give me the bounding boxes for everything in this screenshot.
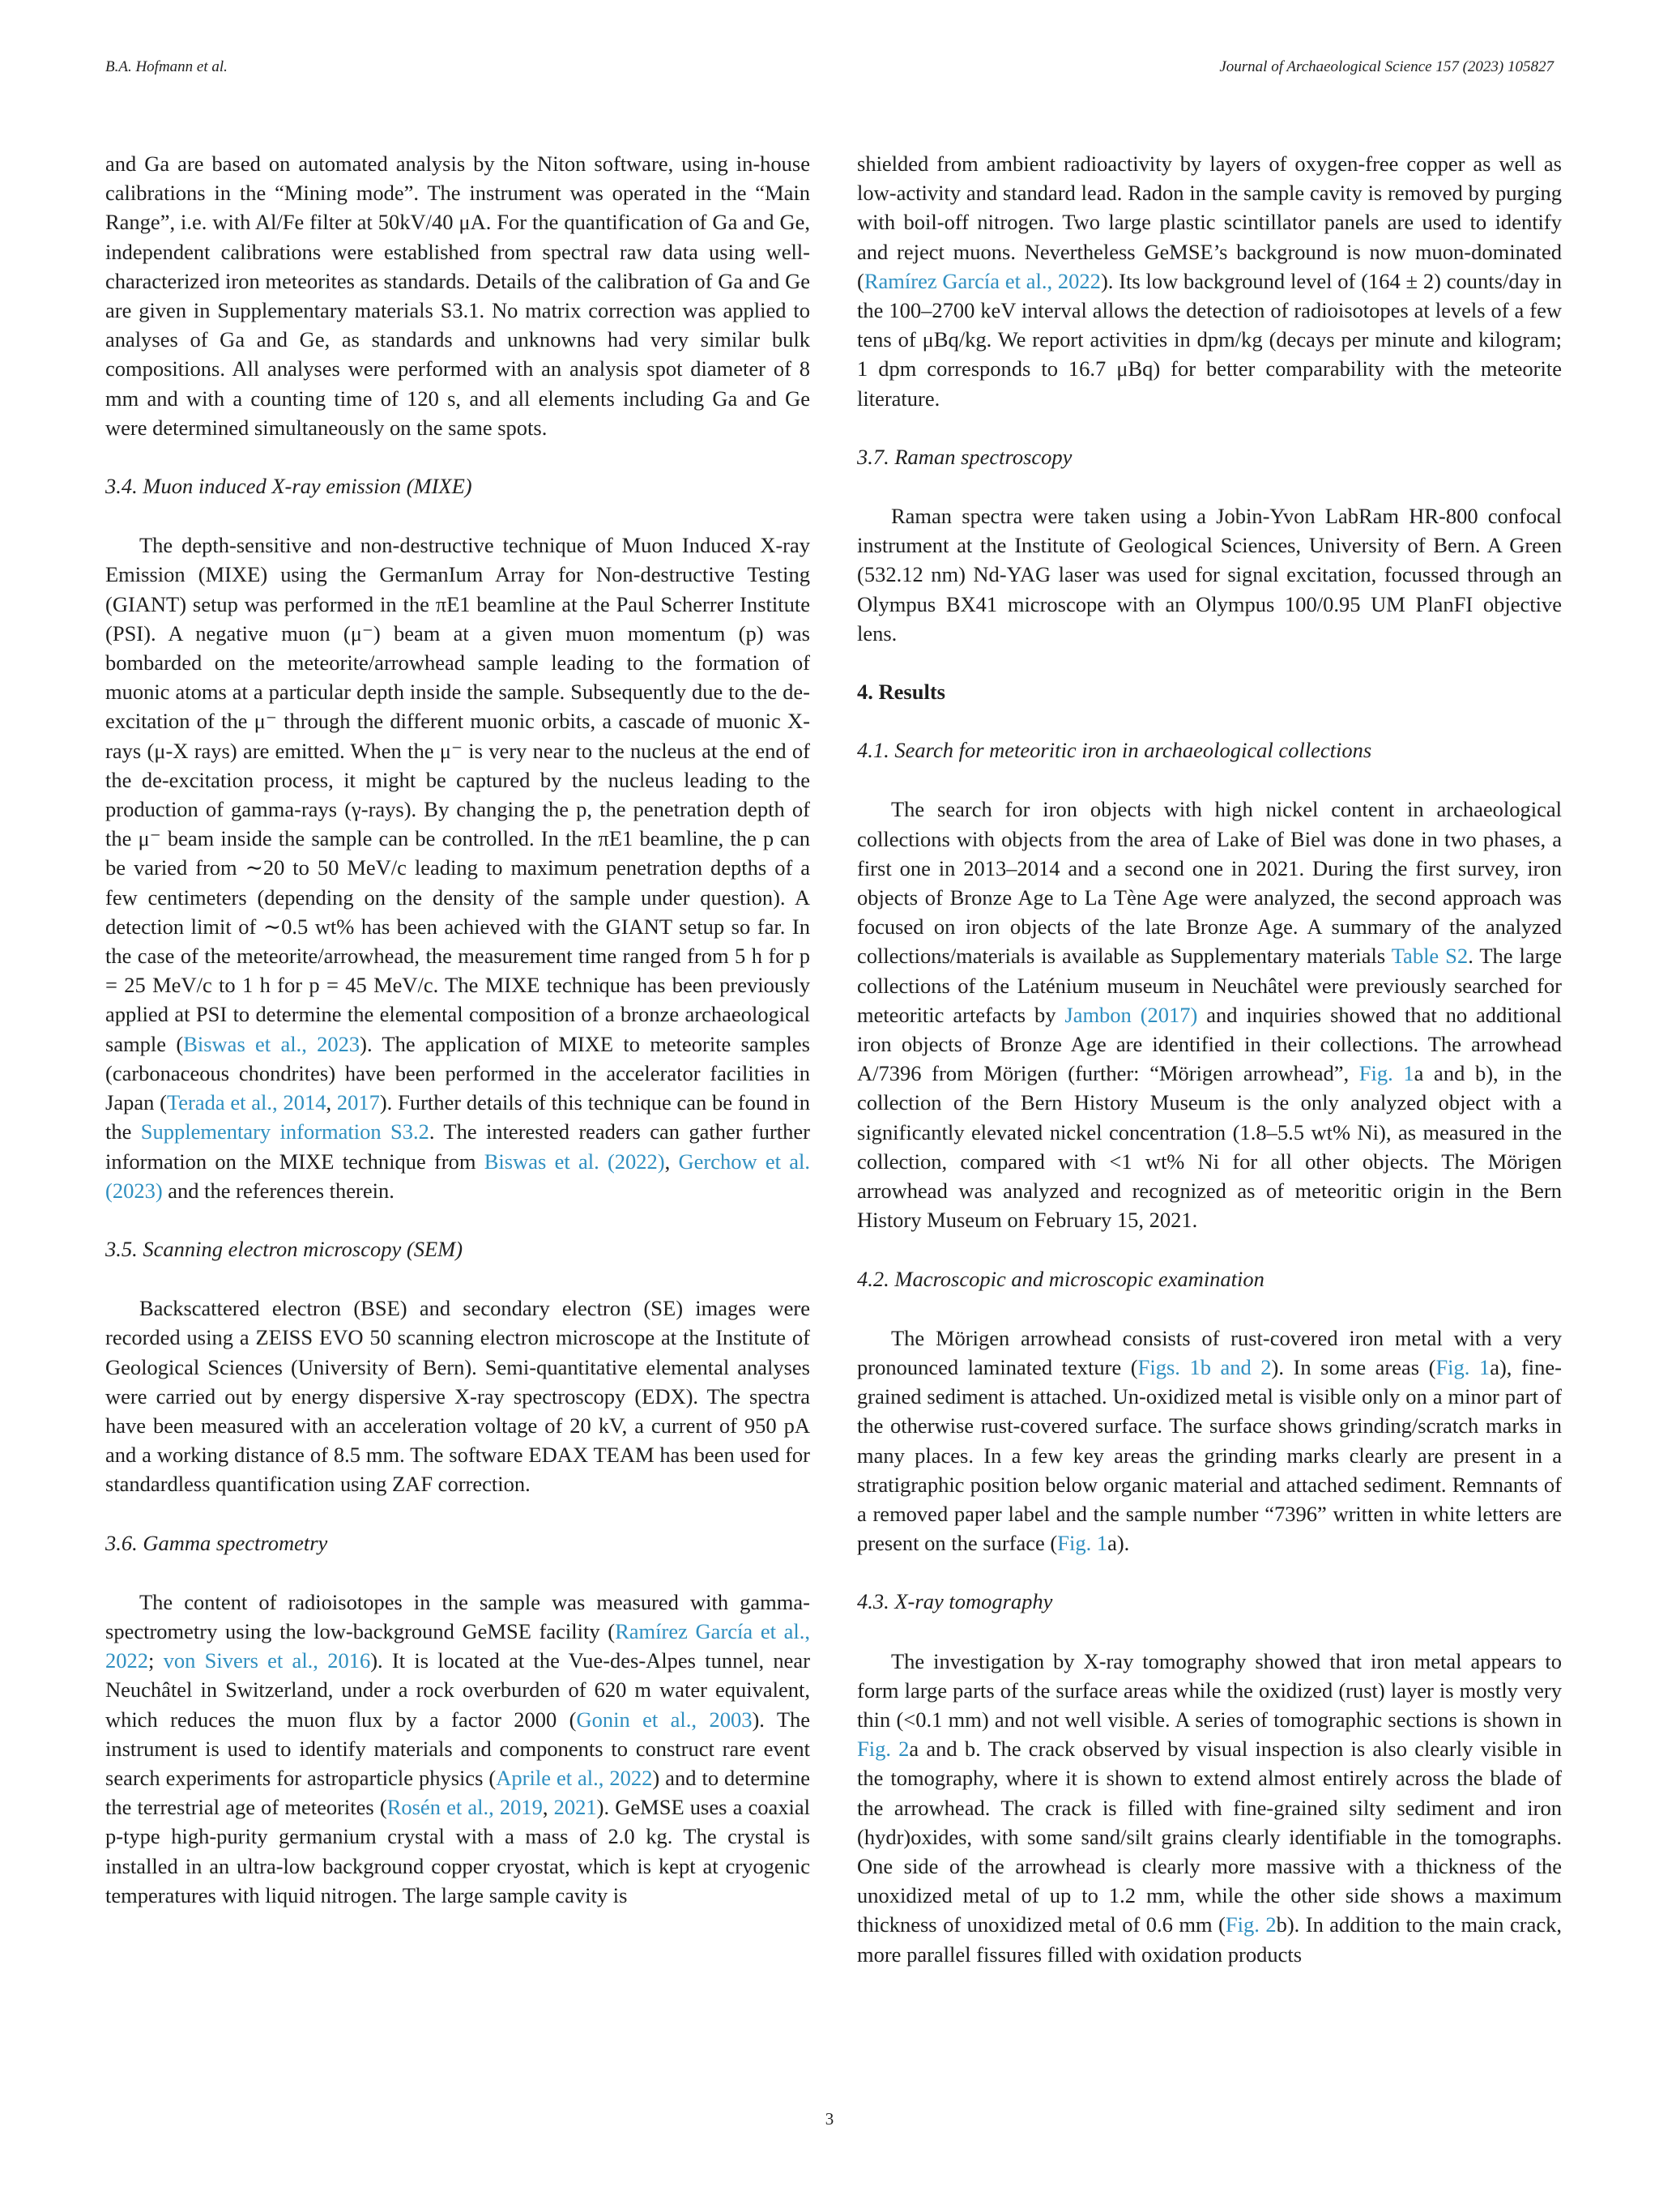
running-header-authors: B.A. Hofmann et al. (105, 58, 228, 75)
citation-link[interactable]: Gerchow et al. (2023) (105, 1149, 811, 1203)
section-heading-3-6: 3.6. Gamma spectrometry (105, 1530, 328, 1555)
paragraph-sem: Backscattered electron (BSE) and secondary electron (SE) images were recorded using a ZEISS EVO 50 scanning electron microscope at the Institute of Geological Sciences (University of Bern). Semi-quantitative elemental analyses were carried out by energy dispersive X-ray spectroscopy (EDX). The spectra have been measured with an acceleration voltage of 20 kV, a current of 950 pA and a working distance of 8.5 mm. The software EDAX TEAM has been used for standardless quantification using ZAF correction. (105, 1296, 810, 1497)
citation-link[interactable]: Biswas et al., 2023 (183, 1031, 360, 1056)
paragraph-tomography: The investigation by X-ray tomography showed that iron metal appears to form large parts of the surface areas while the oxidized (rust) layer is mostly very thin (<0.1 mm) and not well visible. A series of tomographic sections is shown in Fig. 2a and b. The crack observed by visual inspection is also clearly visible in the tomography, where it is shown to extend almost entirely across the blade of the arrowhead. The crack is filled with fine-grained silty sediment and iron (hydr)oxides, with some sand/silt grains clearly identifiable in the tomographs. One side of the arrowhead is clearly more massive with a thickness of the unoxidized metal of up to 1.2 mm, while the other side shows a maximum thickness of unoxidized metal of 0.6 mm (Fig. 2b). In addition to the main crack, more parallel fissures filled with oxidation products (857, 1648, 1562, 1967)
paragraph-gamma: The content of radioisotopes in the sample was measured with gamma-spectrometry using the low-background GeMSE facility (Ramírez García et al., 2022; von Sivers et al., 2016). It is located at the Vue-des-Alpes tunnel, near Neuchâtel in Switzerland, under a rock overburden of 620 m water equivalent, which reduces the muon flux by a factor 2000 (Gonin et al., 2003). The instrument is used to identify materials and components to construct rare event search experiments for astroparticle physics (Aprile et al., 2022) and to determine the terrestrial age of meteorites (Rosén et al., 2019, 2021). GeMSE uses a coaxial p-type high-purity germanium crystal with a mass of 2.0 kg. The crystal is installed in an ultra-low background copper cryostat, which is kept at cryogenic temperatures with liquid nitrogen. The large sample cavity is (105, 1589, 811, 1907)
paragraph-mixe: The depth-sensitive and non-destructive technique of Muon Induced X-ray Emission (MIXE) using the GermanIum Array for Non-destructive Testing (GIANT) setup was performed in the πE1 beamline at the Paul Scherrer Institute (PSI). A negative muon (μ⁻) beam at a given muon momentum (p) was bombarded on the meteorite/arrowhead sample leading to the formation of muonic atoms at a particular depth inside the sample. Subsequently due to the de-excitation of the μ⁻ through the different muonic orbits, a cascade of muonic X-rays (μ-X rays) are emitted. When the μ⁻ is very near to the nucleus at the end of the de-excitation process, it might be captured by the nucleus leading to the production of gamma-rays (γ-rays). By changing the p, the penetration depth of the μ⁻ beam inside the sample can be controlled. In the πE1 beamline, the p can be varied from ∼20 to 50 MeV/c leading to maximum penetration depths of a few centimeters (depending on the density of the sample under question). A detection limit of ∼0.5 wt% has been achieved with the GIANT setup so far. In the case of the meteorite/arrowhead, the measurement time ranged from 5 h for p = 25 MeV/c to 1 h for p = 45 MeV/c. The MIXE technique has been previously applied at PSI to determine the elemental composition of a bronze archaeological sample (Biswas et al., 2023). The application of MIXE to meteorite samples (carbonaceous chondrites) have been performed in the accelerator facilities in Japan (Terada et al., 2014, 2017). Further details of this technique can be found in the Supplementary information S3.2. The interested readers can gather further information on the MIXE technique from Biswas et al. (2022), Gerchow et al. (2023) and the references therein. (105, 533, 811, 1203)
supplementary-link[interactable]: Supplementary information S3.2 (140, 1119, 429, 1144)
figure-link[interactable]: Fig. 1 (1057, 1531, 1108, 1556)
figure-link[interactable]: Fig. 1 (1358, 1061, 1414, 1086)
figure-link[interactable]: Fig. 1 (1435, 1354, 1491, 1379)
citation-link[interactable]: Jambon (2017) (1064, 1002, 1198, 1027)
section-heading-4-2: 4.2. Macroscopic and microscopic examination (857, 1266, 1265, 1291)
section-heading-4-1: 4.1. Search for meteoritic iron in archaeological collections (857, 738, 1372, 763)
section-heading-3-4: 3.4. Muon induced X-ray emission (MIXE) (105, 474, 472, 499)
citation-link[interactable]: 2017 (336, 1090, 380, 1115)
citation-link[interactable]: 2021 (553, 1795, 597, 1820)
citation-link[interactable]: Biswas et al. (2022) (484, 1149, 665, 1174)
figure-link[interactable]: Fig. 2 (857, 1737, 910, 1762)
citation-link[interactable]: Aprile et al., 2022 (496, 1765, 653, 1790)
left-column (105, 149, 810, 1910)
paragraph-search: The search for iron objects with high nickel content in archaeological collections with objects from the area of Lake of Biel was done in two phases, a first one in 2013–2014 and a second one in 2021. During the first survey, iron objects of Bronze Age to La Tène Age were analyzed, the second approach was focused on iron objects of the late Bronze Age. A summary of the analyzed collections/materials is available as Supplementary materials Table S2. The large collections of the Laténium museum in Neuchâtel were previously searched for meteoritic artefacts by Jambon (2017) and inquiries showed that no additional iron objects of Bronze Age are identified in their collections. The arrowhead A/7396 from Mörigen (further: “Mörigen arrowhead”, Fig. 1a and b), in the collection of the Bern History Museum is the only analyzed object with a significantly elevated nickel concentration (1.8–5.5 wt% Ni), as measured in the collection, compared with <1 wt% Ni for all other objects. The Mörigen arrowhead was analyzed and recognized as of meteoritic origin in the Bern History Museum on February 15, 2021. (857, 797, 1563, 1233)
page-number: 3 (825, 2109, 834, 2129)
figure-link[interactable]: Figs. 1b and 2 (1137, 1354, 1272, 1379)
paragraph-continuation: shielded from ambient radioactivity by layers of oxygen-free copper as well as low-activity and standard lead. Radon in the sample cavity is removed by purging with boil-off nitrogen. Two large plastic scintillator panels are used to identify and reject muons. Nevertheless GeMSE’s background is now muon-dominated (Ramírez García et al., 2022). Its low background level of (164 ± 2) counts/day in the 100–2700 keV interval allows the detection of radioisotopes at levels of a few tens of μBq/kg. We report activities in dpm/kg (decays per minute and kilogram; 1 dpm corresponds to 16.7 μBq) for better comparability with the meteorite literature. (857, 151, 1562, 411)
paragraph-macroscopic: The Mörigen arrowhead consists of rust-covered iron metal with a very pronounced laminated texture (Figs. 1b and 2). In some areas (Fig. 1a), fine-grained sediment is attached. Un-oxidized metal is visible only on a minor part of the otherwise rust-covered surface. The surface shows grinding/scratch marks in many places. In a few key areas the grinding marks clearly are present in a stratigraphic position below organic material and attached sediment. Remnants of a removed paper label and the sample number “7396” written in white letters are present on the surface (Fig. 1a). (857, 1325, 1562, 1556)
figure-link[interactable]: Fig. 2 (1225, 1912, 1277, 1937)
section-heading-4-3: 4.3. X-ray tomography (857, 1589, 1053, 1614)
citation-link[interactable]: Rosén et al., 2019 (386, 1795, 543, 1820)
section-heading-3-5: 3.5. Scanning electron microscopy (SEM) (105, 1236, 463, 1261)
citation-link[interactable]: Ramírez García et al., 2022 (105, 1618, 810, 1673)
section-heading-3-7: 3.7. Raman spectroscopy (857, 444, 1073, 469)
section-heading-4: 4. Results (857, 680, 945, 705)
citation-link[interactable]: Ramírez García et al., 2022 (864, 268, 1101, 293)
citation-link[interactable]: Gonin et al., 2003 (576, 1707, 753, 1732)
paragraph-continuation: and Ga are based on automated analysis by the Niton software, using in-house calibrations in the “Mining mode”. The instrument was operated in the “Main Range”, i.e. with Al/Fe filter at 50kV/40 μA. For the quantification of Ga and Ge, independent calibrations were established from spectral raw data using well-characterized iron meteorites as standards. Details of the calibration of Ga and Ge are given in Supplementary materials S3.1. No matrix correction was applied to analyses of Ga and Ge, as standards and unknowns had very similar bulk compositions. All analyses were performed with an analysis spot diameter of 8 mm and with a counting time of 120 s, and all elements including Ga and Ge were determined simultaneously on the same spots. (105, 151, 810, 440)
running-header-journal: Journal of Archaeological Science 157 (2023) 105827 (1219, 58, 1554, 75)
paragraph-raman: Raman spectra were taken using a Jobin-Yvon LabRam HR-800 confocal instrument at the Institute of Geological Sciences, University of Bern. A Green (532.12 nm) Nd-YAG laser was used for signal excitation, focussed through an Olympus BX41 microscope with an Olympus 100/0.95 UM PlanFI objective lens. (857, 504, 1562, 646)
citation-link[interactable]: Terada et al., 2014 (166, 1090, 326, 1115)
right-column (857, 149, 1562, 1969)
table-link[interactable]: Table S2 (1391, 944, 1469, 969)
citation-link[interactable]: von Sivers et al., 2016 (163, 1648, 371, 1673)
